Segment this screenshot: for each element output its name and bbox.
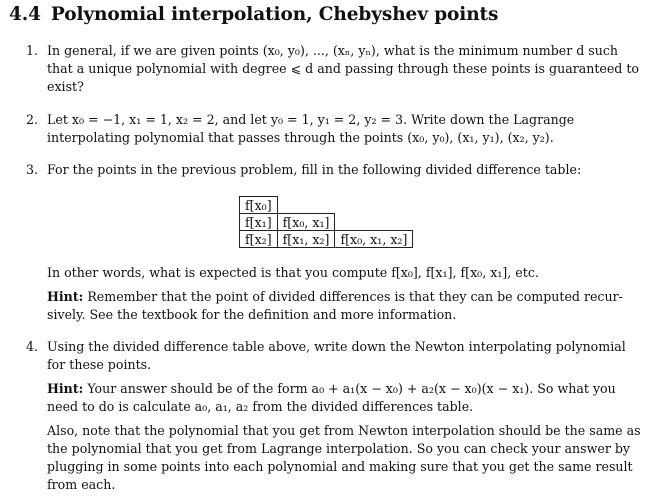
- problem-2: [26, 111, 638, 147]
- table-cell: f[x₀, x₁]: [277, 214, 335, 231]
- problem-3-followup: [26, 264, 638, 324]
- divided-difference-table: [239, 196, 413, 248]
- problem-4-hint-line-1: Your answer should be of the form a₀ + a₁(x − x₀) + a₂(x − x₀)(x − x₁). So what you: [87, 381, 616, 396]
- problem-4-label: 4.: [26, 339, 39, 354]
- problem-4-hint-line-2: need to do is calculate a₀, a₁, a₂ from the divided differences table.: [47, 399, 474, 414]
- table-cell: f[x₂]: [240, 231, 278, 248]
- problem-1: [26, 42, 638, 96]
- problem-4-also-line-1: Also, note that the polynomial that you get from Newton interpolation should be the same as: [47, 423, 641, 438]
- problem-3-hint-line-2: sively. See the textbook for the definition and more information.: [47, 307, 457, 322]
- problem-3-line-1: For the points in the previous problem, fill in the following divided difference table:: [47, 162, 582, 177]
- problem-4-line-1: Using the divided difference table above, write down the Newton interpolating polynomial: [47, 339, 626, 354]
- problem-4-also-line-4: from each.: [47, 477, 116, 492]
- problem-4-also-line-2: the polynomial that you get from Lagrange interpolation. So you can check your answer by: [47, 441, 631, 456]
- table-cell: f[x₀, x₁, x₂]: [335, 231, 413, 248]
- table-row: [240, 214, 413, 231]
- table-cell: f[x₁, x₂]: [277, 231, 335, 248]
- table-cell: f[x₀]: [240, 197, 278, 214]
- problem-1-line-1: In general, if we are given points (x₀, y₀), ..., (xₙ, yₙ), what is the minimum number d such: [47, 43, 619, 58]
- problem-4-also: [47, 422, 641, 494]
- section-number: 4.4: [9, 4, 41, 25]
- problem-2-line-2: interpolating polynomial that passes through the points (x₀, y₀), (x₁, y₁), (x₂, y₂).: [47, 130, 554, 145]
- problem-1-line-3: exist?: [47, 79, 84, 94]
- problem-4-also-line-3: plugging in some points into each polynomial and making sure that you get the same result: [47, 459, 633, 474]
- problem-2-label: 2.: [26, 112, 39, 127]
- problem-1-line-2: that a unique polynomial with degree ⩽ d and passing through these points is guaranteed to: [47, 61, 640, 76]
- problem-3-hint: [47, 288, 638, 324]
- table-row: [240, 197, 413, 214]
- problem-4: [26, 338, 641, 494]
- table-cell: f[x₁]: [240, 214, 278, 231]
- problem-4-hint: [47, 380, 638, 416]
- problem-3: [26, 161, 638, 179]
- problem-3-label: 3.: [26, 162, 39, 177]
- problem-2-line-1: Let x₀ = −1, x₁ = 1, x₂ = 2, and let y₀ = 1, y₁ = 2, y₂ = 3. Write down the Lagrange: [47, 112, 575, 127]
- problem-3-hint-line-1: Remember that the point of divided differences is that they can be computed recur-: [87, 289, 623, 304]
- problem-1-label: 1.: [26, 43, 39, 58]
- table-row: [240, 231, 413, 248]
- problem-3-after: In other words, what is expected is that you compute f[x₀], f[x₁], f[x₀, x₁], etc.: [47, 265, 539, 280]
- problem-4-line-2: for these points.: [47, 357, 152, 372]
- hint-label: Hint:: [47, 381, 84, 396]
- hint-label: Hint:: [47, 289, 84, 304]
- section-title: Polynomial interpolation, Chebyshev points: [50, 4, 499, 25]
- section-heading: [9, 4, 498, 25]
